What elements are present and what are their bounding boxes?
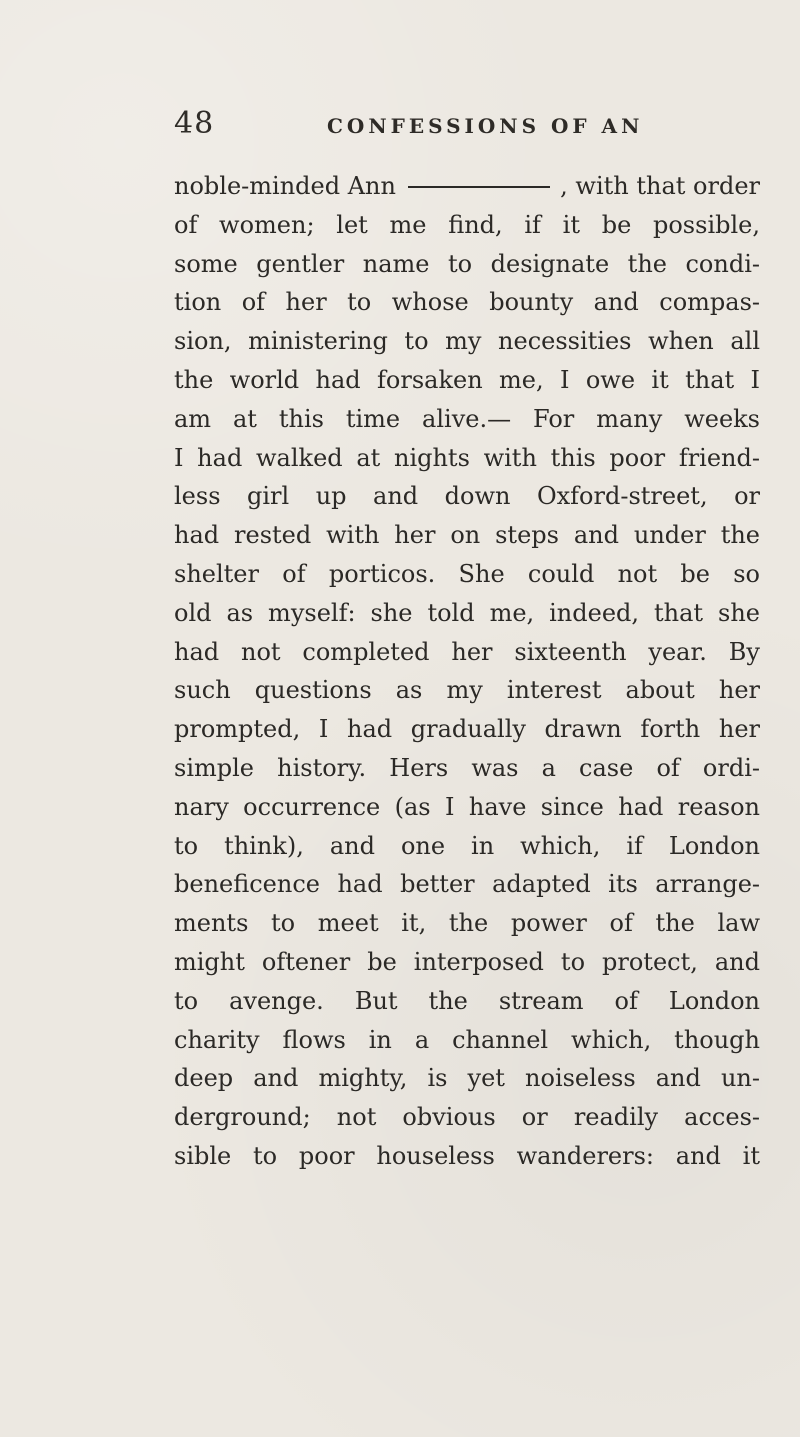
text-line-18: to think), and one in which, if London bbox=[174, 831, 760, 860]
body-text bbox=[174, 167, 760, 1176]
text-line-20: ments to meet it, the power of the law bbox=[174, 909, 760, 938]
text-line-5: sion, ministering to my necessities when all bbox=[174, 327, 760, 356]
page-number: 48 bbox=[174, 106, 215, 141]
text-line-8: I had walked at nights with this poor friend- bbox=[174, 443, 760, 472]
text-line-1-right: , with that order bbox=[560, 172, 760, 200]
text-line-4: tion of her to whose bounty and compas- bbox=[174, 288, 760, 317]
text-line-1-left: noble-minded Ann bbox=[174, 172, 396, 200]
text-line-13: had not completed her sixteenth year. By bbox=[174, 637, 760, 666]
text-line-26: sible to poor houseless wanderers: and it bbox=[174, 1141, 760, 1170]
text-line-12: old as myself: she told me, indeed, that she bbox=[174, 598, 760, 627]
text-line-17: nary occurrence (as I have since had reason bbox=[174, 792, 760, 821]
text-line-22: to avenge. But the stream of London bbox=[174, 986, 760, 1015]
text-line-3: some gentler name to designate the condi- bbox=[174, 249, 760, 278]
text-line-11: shelter of porticos. She could not be so bbox=[174, 559, 760, 588]
text-line-7: am at this time alive.— For many weeks bbox=[174, 404, 760, 433]
text-line-21: might oftener be interposed to protect, and bbox=[174, 947, 760, 976]
em-dash-rule bbox=[408, 186, 550, 188]
text-line-1 bbox=[174, 167, 760, 206]
text-line-15: prompted, I had gradually drawn forth her bbox=[174, 715, 760, 744]
text-line-23: charity flows in a channel which, though bbox=[174, 1025, 760, 1054]
text-line-6: the world had forsaken me, I owe it that I bbox=[174, 365, 760, 394]
running-title: CONFESSIONS OF AN bbox=[327, 114, 644, 138]
text-line-19: beneficence had better adapted its arrange- bbox=[174, 870, 760, 899]
text-line-24: deep and mighty, is yet noiseless and un- bbox=[174, 1064, 760, 1093]
text-line-16: simple history. Hers was a case of ordi- bbox=[174, 753, 760, 782]
text-line-25: derground; not obvious or readily acces- bbox=[174, 1103, 760, 1132]
text-line-14: such questions as my interest about her bbox=[174, 676, 760, 705]
text-line-10: had rested with her on steps and under the bbox=[174, 521, 760, 550]
text-line-2: of women; let me find, if it be possible, bbox=[174, 210, 760, 239]
text-line-9: less girl up and down Oxford-street, or bbox=[174, 482, 760, 511]
running-head bbox=[174, 107, 694, 147]
